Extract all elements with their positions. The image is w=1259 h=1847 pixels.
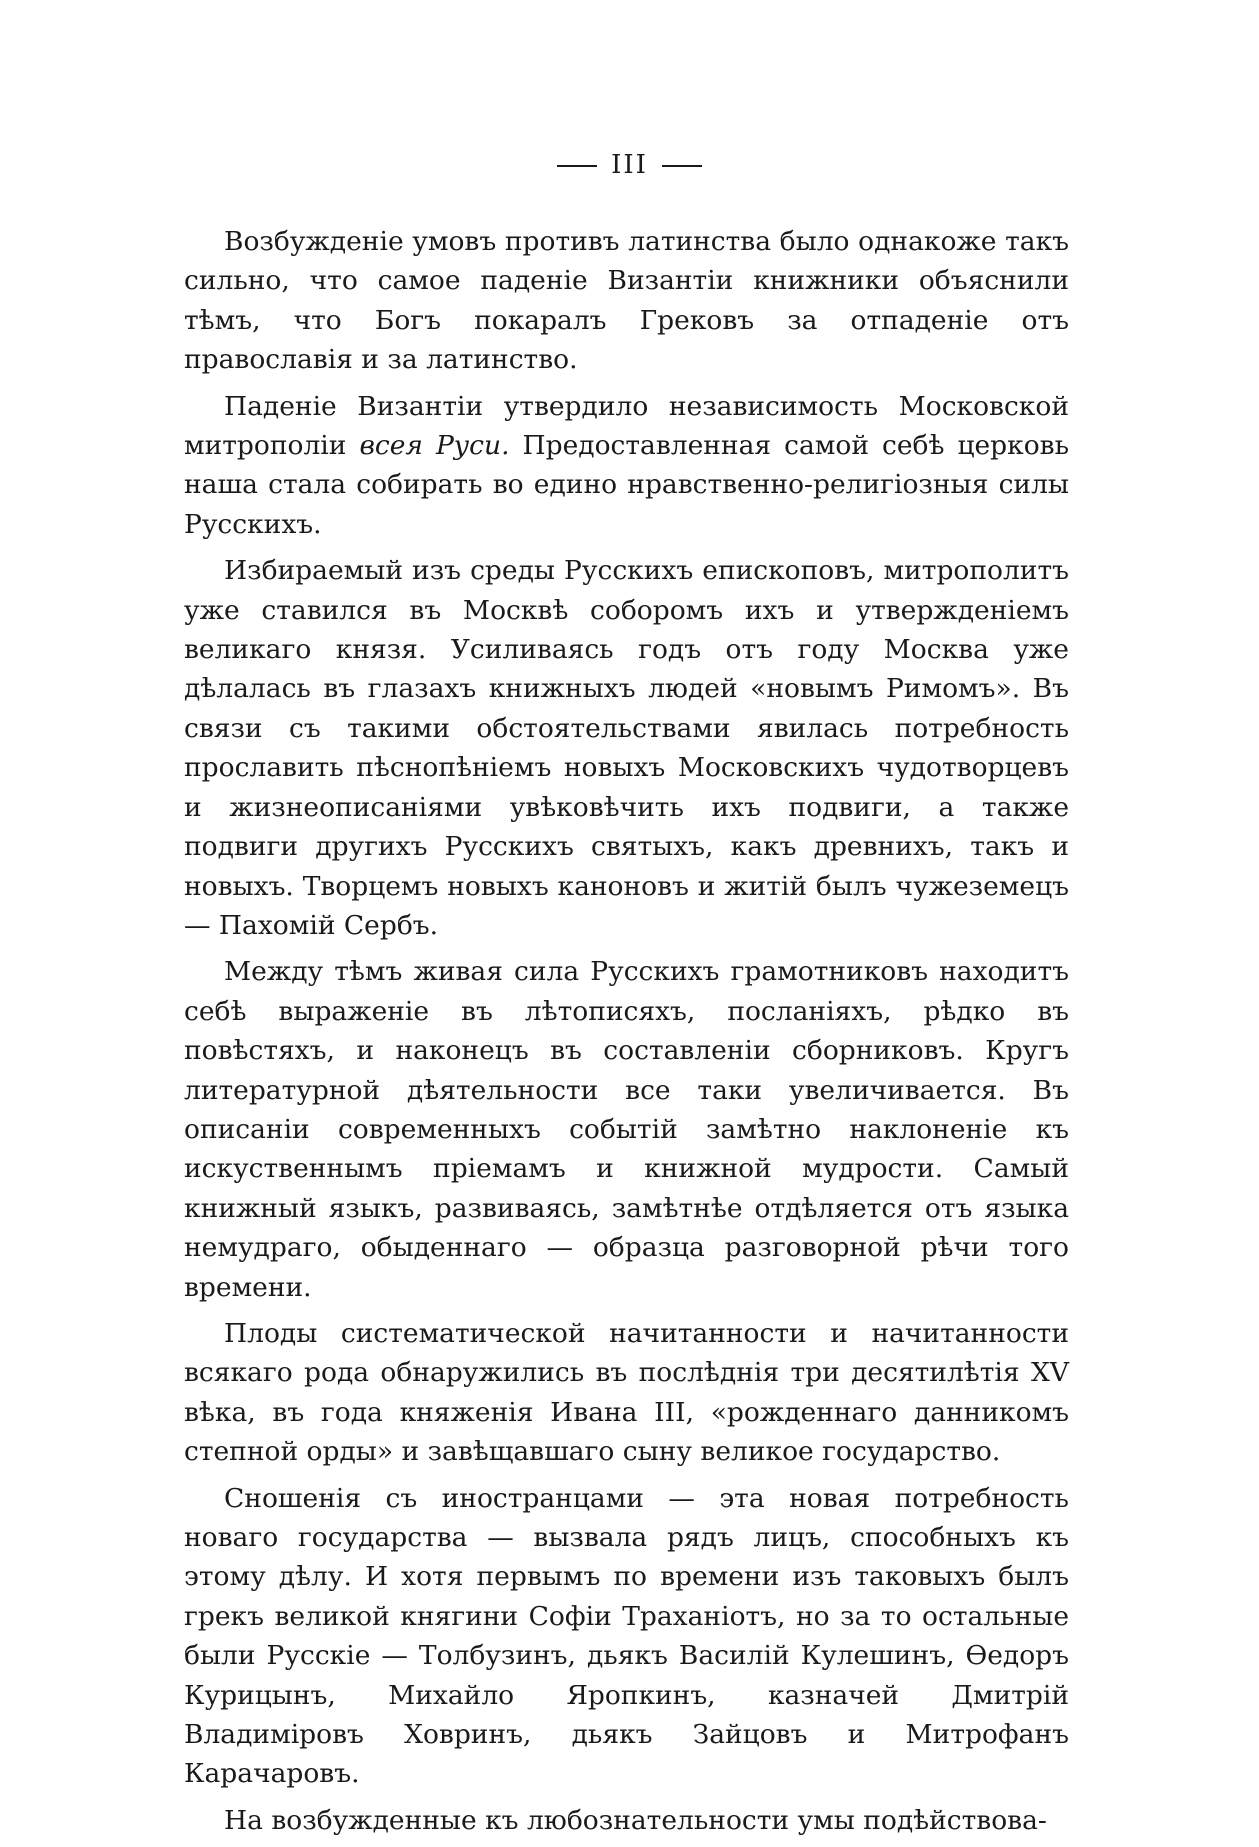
page-number: III (611, 150, 648, 180)
paragraph-text: Возбужденіе умовъ противъ латинства было однакоже такъ сильно, что самое паденіе Византіи книжники объяснили тѣмъ, что Богъ покаралъ Грековъ за отпаденіе отъ православія и за латинство. (184, 226, 1069, 376)
paragraph-text: На возбужденные къ любознательности умы подѣйствова- (224, 1804, 1047, 1836)
paragraph-4 (184, 952, 1069, 1307)
paragraph-7 (184, 1801, 1069, 1840)
paragraph-5 (184, 1314, 1069, 1472)
paragraph-2 (184, 387, 1069, 545)
left-dash (557, 165, 597, 167)
right-dash (662, 165, 702, 167)
paragraph-text: Избираемый изъ среды Русскихъ епископовъ, митрополитъ уже ставился въ Москвѣ соборомъ ихъ и утвержденіемъ великаго князя. Усиливаясь годъ отъ году Москва уже дѣлалась въ глазахъ книжныхъ людей «новымъ Римомъ». Въ связи съ такими обстоятельствами явилась потребность прославить пѣснопѣніемъ новыхъ Московскихъ чудотворцевъ и жизнеописаніями увѣковѣчить ихъ подвиги, а также подвиги другихъ Русскихъ святыхъ, какъ древнихъ, такъ и новыхъ. Творцемъ новыхъ каноновъ и житій былъ чужеземецъ — Пахомій Сербъ. (184, 555, 1069, 941)
paragraph-text: Между тѣмъ живая сила Русскихъ грамотниковъ находитъ себѣ выраженіе въ лѣтописяхъ, посланіяхъ, рѣдко въ повѣстяхъ, и наконецъ въ составленіи сборниковъ. Кругъ литературной дѣятельности все таки увеличивается. Въ описаніи современныхъ событій замѣтно наклоненіе къ искуственнымъ пріемамъ и книжной мудрости. Самый книжный языкъ, развиваясь, замѣтнѣе отдѣляется отъ языка немудраго, обыденнаго — образца разговорной рѣчи того времени. (184, 956, 1069, 1303)
paragraph-1 (184, 222, 1069, 380)
text-body (184, 222, 1069, 1847)
italic-phrase: всея Руси. (359, 430, 510, 462)
paragraph-text: Паденіе Византіи утвердило независимость Московской митрополіи (184, 390, 1069, 462)
paragraph-text: Плоды систематической начитанности и начитанности всякаго рода обнаружились въ послѣднія три десятилѣтія XV вѣка, въ года княженія Ивана III, «рожденнаго данникомъ степной орды» и завѣщавшаго сыну великое государство. (184, 1317, 1069, 1468)
paragraph-text: Предоставленная самой себѣ церковь наша стала собирать во едино нравственно-религіозныя силы Русскихъ. (184, 430, 1070, 540)
paragraph-6 (184, 1479, 1069, 1794)
paragraph-text: Сношенія съ иностранцами — эта новая потребность новаго государства — вызвала рядъ лицъ, способныхъ къ этому дѣлу. И хотя первымъ по времени изъ таковыхъ былъ грекъ великой княгини Софіи Траханіотъ, но за то остальные были Русскіе — Толбузинъ, дьякъ Василій Кулешинъ, Ѳедоръ Курицынъ, Михайло Яропкинъ, казначей Дмитрій Владиміровъ Ховринъ, дьякъ Зайцовъ и Митрофанъ Карачаровъ. (184, 1482, 1069, 1790)
page-number-header (0, 148, 1259, 182)
paragraph-3 (184, 551, 1069, 945)
